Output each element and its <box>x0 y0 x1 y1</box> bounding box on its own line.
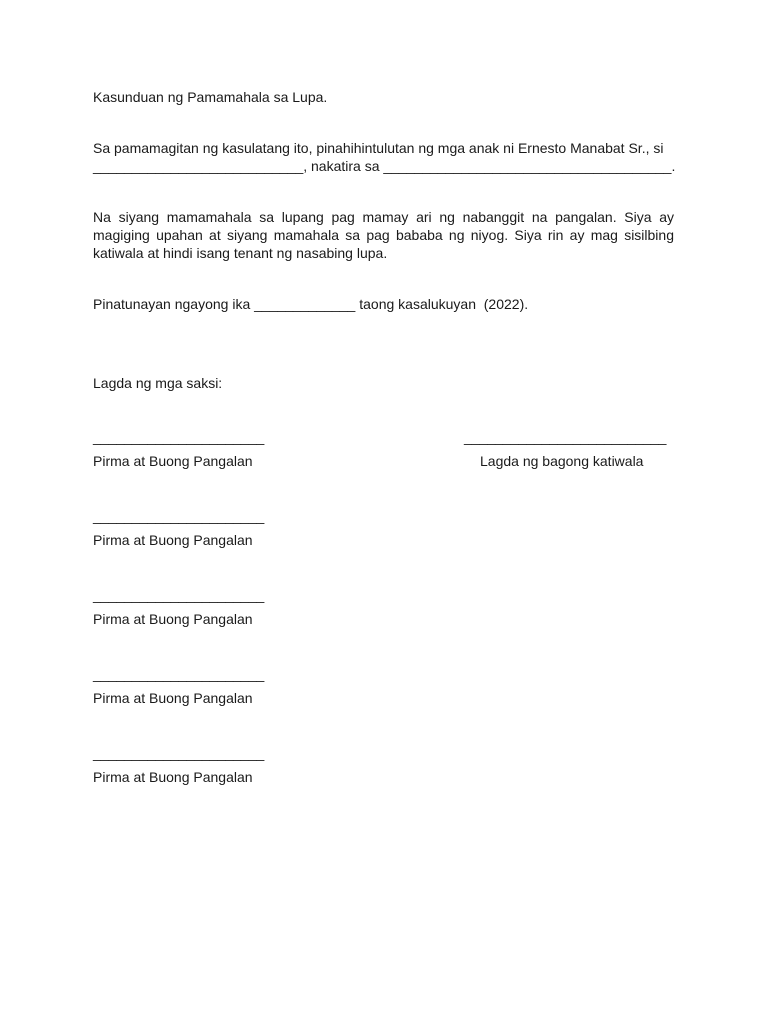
body-paragraph: Na siyang mamamahala sa lupang pag mamay ari ng nabanggit na pangalan. Siya ay magiging upahan at siyang mamahala sa pag bababa ng niyog. Siya rin ay mag sisilbing katiwala at hindi isang tenant ng nasabing lupa. <box>93 209 674 261</box>
witness-signature-line-4: ______________________ <box>93 666 265 682</box>
witness-label-3: Pirma at Buong Pangalan <box>93 611 253 627</box>
witness-label-2: Pirma at Buong Pangalan <box>93 532 253 548</box>
witness-signature-line-1: ______________________ <box>93 429 265 445</box>
witness-heading: Lagda ng mga saksi: <box>93 375 223 391</box>
witness-signature-line-2: ______________________ <box>93 508 265 524</box>
intro-line-1: Sa pamamagitan ng kasulatang ito, pinahihintulutan ng mga anak ni Ernesto Manabat Sr., si <box>93 140 664 156</box>
intro-line-2: ___________________________, nakatira sa _____________________________________. <box>93 158 676 174</box>
attestation-line: Pinatunayan ngayong ika _____________ taong kasalukuyan (2022). <box>93 296 529 312</box>
document-title: Kasunduan ng Pamamahala sa Lupa. <box>93 89 328 105</box>
witness-label-1: Pirma at Buong Pangalan <box>93 453 253 469</box>
witness-label-4: Pirma at Buong Pangalan <box>93 690 253 706</box>
caretaker-signature-line: __________________________ <box>464 429 667 445</box>
witness-signature-line-5: ______________________ <box>93 745 265 761</box>
caretaker-label: Lagda ng bagong katiwala <box>480 453 644 469</box>
witness-signature-line-3: ______________________ <box>93 587 265 603</box>
witness-label-5: Pirma at Buong Pangalan <box>93 769 253 785</box>
